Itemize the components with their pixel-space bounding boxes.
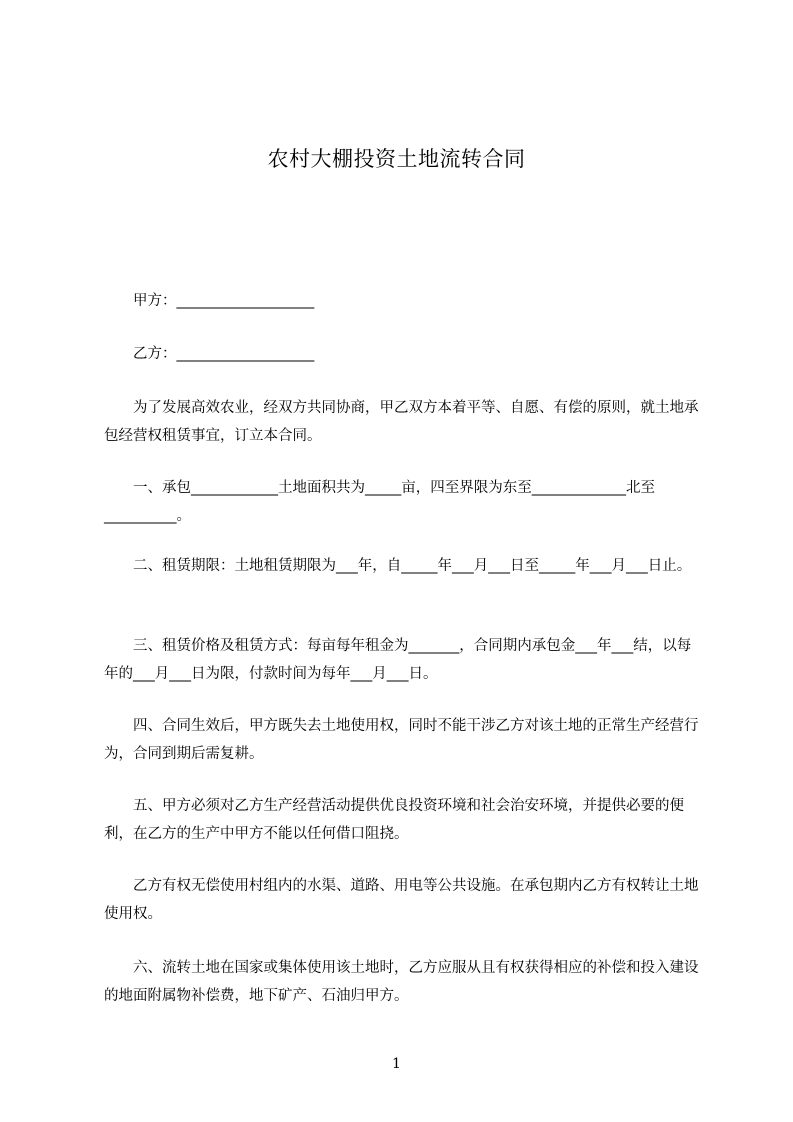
clause-1-paragraph: 一、承包____________土地面积共为_____亩，四至界限为东至_____________北至__________。 [104,480,655,524]
clause-3-paragraph: 三、租赁价格及租赁方式：每亩每年租金为_______，合同期内承包金___年___结，以每年的___月___日为限，付款时间为每年___月___日。 [104,638,692,682]
preamble-paragraph: 为了发展高效农业，经双方共同协商，甲乙双方本着平等、自愿、有偿的原则，就土地承包经营权租赁事宜，订立本合同。 [104,400,699,444]
clause-5b-paragraph: 乙方有权无偿使用村组内的水渠、道路、用电等公共设施。在承包期内乙方有权转让土地使用权。 [104,878,699,922]
party-a-line: 甲方：___________________ [104,293,315,309]
clause-2-paragraph: 二、租赁期限：土地租赁期限为___年，自_____年___月___日至_____年___月___日止。 [104,558,692,574]
page-number: 1 [392,1056,401,1072]
party-b-line: 乙方：___________________ [104,346,315,362]
clause-6-paragraph: 六、流转土地在国家或集体使用该土地时，乙方应服从且有权获得相应的补偿和投入建设的地面附属物补偿费，地下矿产、石油归甲方。 [104,960,699,1004]
clause-4-paragraph: 四、合同生效后，甲方既失去土地使用权，同时不能干涉乙方对该土地的正常生产经营行为，合同到期后需复耕。 [104,718,699,762]
clause-5-paragraph: 五、甲方必须对乙方生产经营活动提供优良投资环境和社会治安环境，并提供必要的便利，在乙方的生产中甲方不能以任何借口阻挠。 [104,798,684,842]
document-title: 农村大棚投资土地流转合同 [267,147,526,171]
